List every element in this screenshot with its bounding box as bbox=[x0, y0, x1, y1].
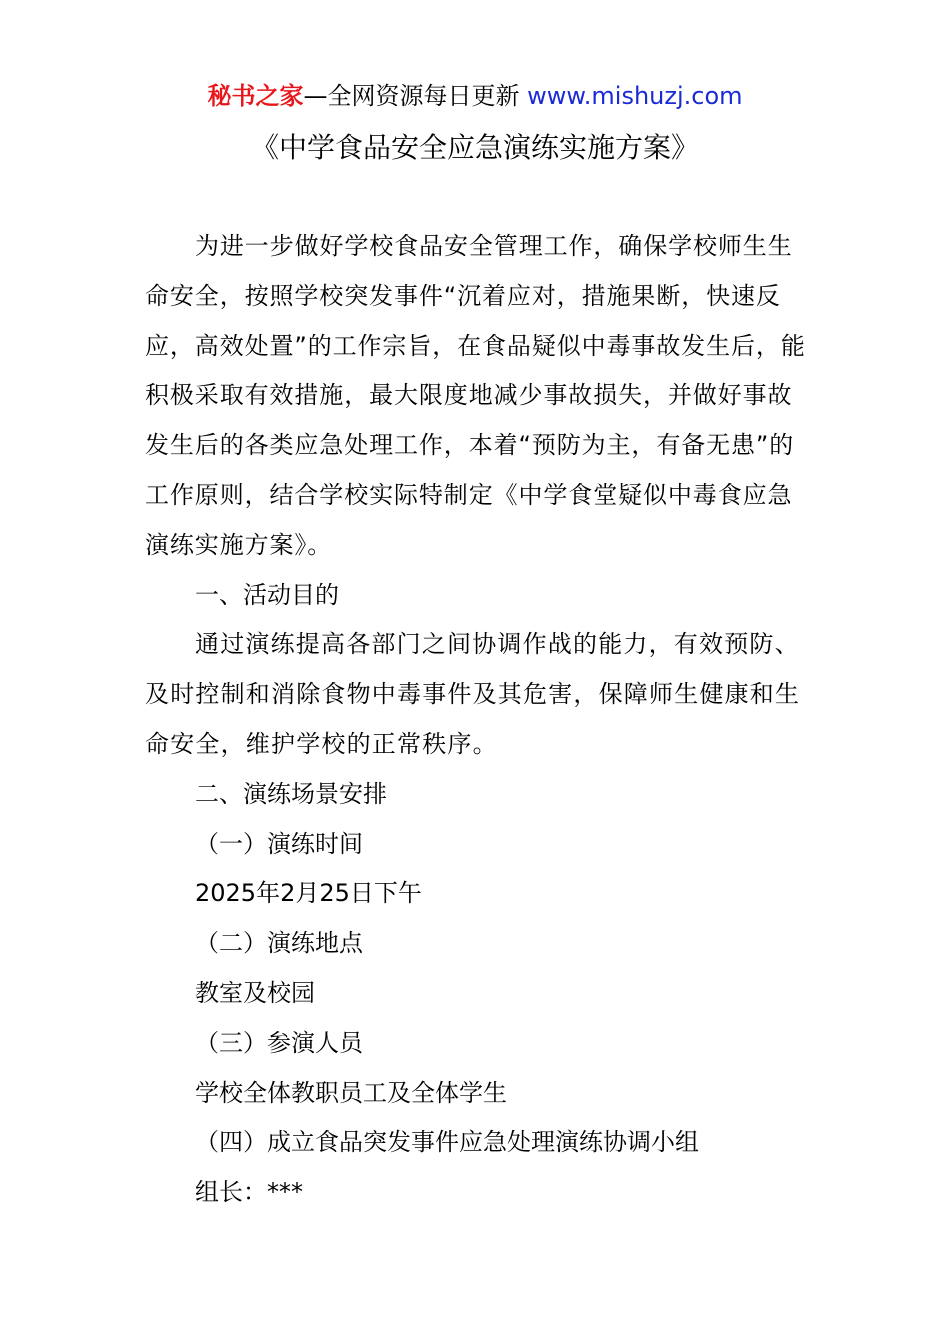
section-heading-scenario: 二、演练场景安排 bbox=[195, 779, 387, 808]
team-leader-line: 组长：*** bbox=[195, 1178, 303, 1207]
header-tagline: —全网资源每日更新 bbox=[303, 82, 520, 110]
document-title: 《中学食品安全应急演练实施方案》 bbox=[250, 131, 699, 164]
document-body bbox=[145, 222, 810, 1218]
drill-location-value: 教室及校园 bbox=[195, 978, 315, 1007]
purpose-paragraph: 通过演练提高各部门之间协调作战的能力，有效预防、及时控制和消除食物中毒事件及其危害，保障师生健康和生命安全，维护学校的正常秩序。 bbox=[145, 630, 801, 758]
subheading-participants: （三）参演人员 bbox=[195, 1028, 363, 1057]
site-url-link[interactable]: www.mishuzj.com bbox=[527, 82, 743, 110]
intro-paragraph: 为进一步做好学校食品安全管理工作，确保学校师生生命安全，按照学校突发事件“沉着应对，措施果断，快速反应，高效处置”的工作宗旨，在食品疑似中毒事故发生后，能积极采取有效措施，最大限度地减少事故损失，并做好事故发生后的各类应急处理工作，本着“预防为主，有备无患”的工作原则，结合学校实际特制定《中学食堂疑似中毒食应急演练实施方案》。 bbox=[145, 232, 806, 559]
subheading-location: （二）演练地点 bbox=[195, 929, 363, 958]
section-heading-purpose: 一、活动目的 bbox=[195, 580, 339, 609]
drill-time-value: 2025年2月25日下午 bbox=[195, 879, 422, 908]
subheading-time: （一）演练时间 bbox=[195, 829, 363, 858]
participants-value: 学校全体教职员工及全体学生 bbox=[195, 1078, 507, 1107]
site-header bbox=[0, 78, 950, 114]
subheading-team: （四）成立食品突发事件应急处理演练协调小组 bbox=[195, 1128, 699, 1157]
brand-name: 秘书之家 bbox=[207, 82, 304, 110]
